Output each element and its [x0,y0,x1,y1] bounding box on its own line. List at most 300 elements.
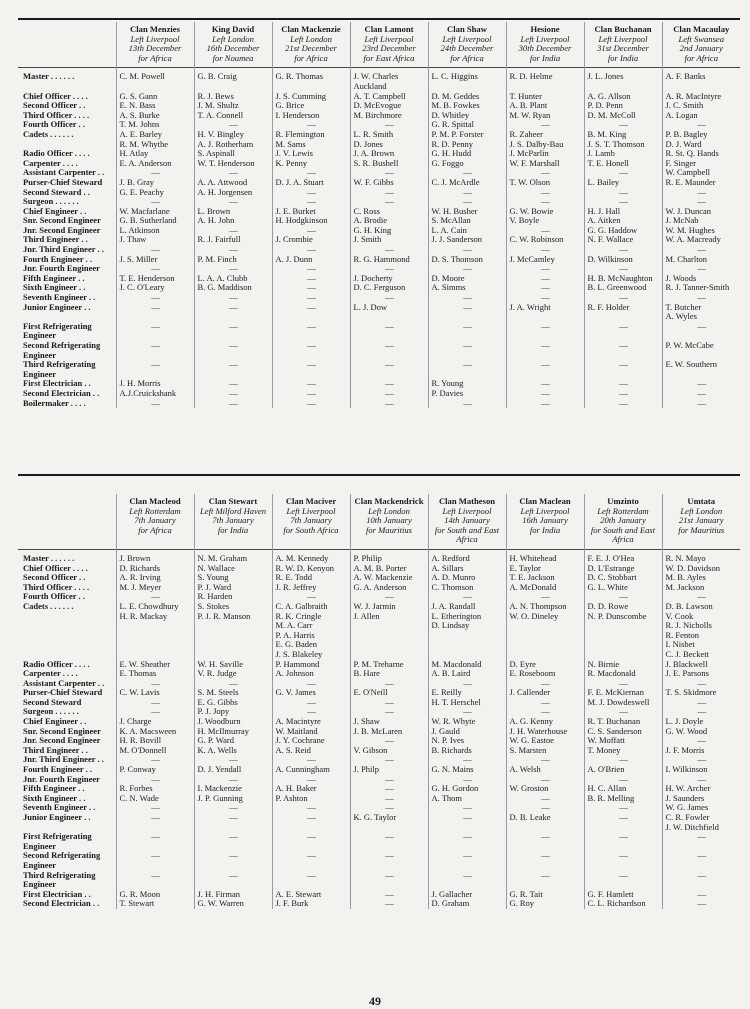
crew-name-cell [350,775,428,785]
crew-name-cell [350,679,428,689]
empty-dash: — [385,245,394,255]
crew-name-cell [116,803,194,813]
ship-name: Hesione [530,24,560,34]
empty-dash: — [619,774,628,784]
empty-dash: — [151,851,160,861]
empty-dash: — [541,120,550,130]
crew-row [18,717,740,727]
empty-dash: — [541,388,550,398]
crew-name-cell: S. McAllan [428,216,506,226]
crew-name-cell: G. N. Mains [428,765,506,775]
rank-label: First Electrician . . [23,379,91,389]
crew-name-cell [428,832,506,851]
crew-name-cell [662,293,740,303]
crew-name-cell [272,379,350,389]
empty-dash: — [229,870,238,880]
rank-label: Second Officer . . [23,101,86,111]
crew-name-cell: B. M. King J. S. T. Thomson [584,130,662,149]
crew-name-cell [584,293,662,303]
crew-name-cell: C. S. Sanderson [584,727,662,737]
crew-name-cell: J. A. Wright [506,303,584,322]
empty-dash: — [463,197,472,207]
crew-name-cell: D. Richards [116,564,194,574]
crew-name-cell: B. R. Melling [584,794,662,804]
crew-name-cell: D. L'Estrange [584,564,662,574]
crew-name-cell [662,399,740,409]
crew-name-cell: R. T. Buchanan [584,717,662,727]
crew-name-cell: L. A. A. Clubb [194,274,272,284]
empty-dash: — [151,398,160,408]
crew-name-cell [116,851,194,870]
crew-name-cell: I. Henderson [272,111,350,121]
crew-name-cell: G. A. Anderson [350,583,428,593]
crew-name-cell: S. Marsten [506,746,584,756]
rank-label: Third Refrigerating Engineer [23,870,96,890]
crew-row [18,235,740,245]
crew-name-cell: E. O'Neill [350,688,428,698]
crew-name-cell: G. Foggo [428,159,506,169]
crew-name-cell [350,245,428,255]
rank-label: Jnr. Third Engineer . . [23,245,104,255]
empty-dash: — [385,832,394,842]
crew-name-cell [662,197,740,207]
ship-header [506,494,584,549]
crew-row [18,564,740,574]
crew-name-cell: B. Hare [350,669,428,679]
empty-dash: — [385,360,394,370]
crew-row [18,159,740,169]
crew-name-cell [428,707,506,717]
crew-name-cell: G. L. White [584,583,662,593]
crew-name-cell: A. H. John [194,216,272,226]
crew-name-cell: D. Whitley [428,111,506,121]
empty-dash: — [697,774,706,784]
crew-name-cell: J. H. Waterhouse [506,727,584,737]
crew-name-cell [194,832,272,851]
crew-row [18,707,740,717]
ship-departure-date: 13th December [128,43,182,54]
crew-name-cell: W. J. Duncan [662,207,740,217]
crew-name-cell: R. Forbes [116,784,194,794]
crew-name-cell [350,264,428,274]
empty-dash: — [385,870,394,880]
crew-name-cell: J. Saunders [662,794,740,804]
crew-name-cell [506,341,584,360]
empty-dash: — [151,813,160,822]
crew-name-cell: M. O'Donnell [116,746,194,756]
crew-name-cell: J. B. McLaren [350,727,428,737]
empty-dash: — [619,832,628,842]
crew-name-cell: D. B. Lawson V. Cook R. J. Nicholls R. Fenton I. Nisbet C. J. Beckett [662,602,740,660]
crew-name-cell [350,755,428,765]
rank-label: Junior Engineer . . [23,302,91,312]
empty-dash: — [541,707,550,717]
ship-name: Umzinto [607,496,639,506]
crew-name-cell [116,399,194,409]
crew-name-cell [506,707,584,717]
crew-name-cell: N. P. Ives [428,736,506,746]
empty-dash: — [697,264,706,274]
empty-dash: — [541,592,550,602]
crew-name-cell: G. P. Ward [194,736,272,746]
crew-row [18,746,740,756]
empty-dash: — [229,197,238,207]
crew-name-cell: H. Hodgkinson [272,216,350,226]
crew-table-1 [18,22,740,408]
ship-header [584,494,662,549]
crew-name-cell [350,899,428,909]
crew-name-cell [584,188,662,198]
empty-dash: — [151,321,160,331]
empty-dash: — [541,398,550,408]
crew-name-cell: W. J. Jarmin J. Allen [350,602,428,660]
crew-name-cell: J. H. Firman [194,890,272,900]
empty-dash: — [229,245,238,255]
crew-row [18,178,740,188]
rank-label: Third Engineer . . [23,745,88,755]
crew-name-cell: D. Moore [428,274,506,284]
rank-label: Chief Officer . . . . [23,91,88,101]
crew-name-cell [116,679,194,689]
crew-name-cell: J. F. Burk [272,899,350,909]
empty-dash: — [151,678,160,688]
rank-label: Surgeon . . . . . . [23,197,79,207]
crew-name-cell [584,803,662,813]
empty-dash: — [463,832,472,842]
crew-name-cell: L. Brown [194,207,272,217]
crew-row [18,360,740,379]
crew-name-cell: J. Lamb [584,149,662,159]
crew-name-cell: C. W. Lavis [116,688,194,698]
crew-name-cell [506,755,584,765]
crew-name-cell: E. N. Bass [116,101,194,111]
crew-name-cell [116,698,194,708]
crew-name-cell [272,399,350,409]
crew-name-cell [194,264,272,274]
ship-header [194,22,272,68]
crew-name-cell [194,341,272,360]
crew-name-cell [506,871,584,890]
crew-name-cell: T. Money [584,746,662,756]
crew-name-cell [272,755,350,765]
crew-name-cell [350,341,428,360]
crew-name-cell [662,698,740,708]
ship-departure-port: Left Liverpool [364,33,414,44]
rank-label: Fourth Engineer . . [23,254,93,264]
crew-name-cell [116,322,194,341]
crew-row [18,583,740,593]
empty-dash: — [541,264,550,274]
crew-name-cell [194,197,272,207]
crew-row [18,775,740,785]
crew-name-cell [350,197,428,207]
crew-name-cell: K. A. Macsween [116,727,194,737]
crew-name-cell: J. Gauld [428,727,506,737]
crew-name-cell: J. E. Parsons [662,669,740,679]
crew-name-cell [662,322,740,341]
crew-name-cell [506,389,584,399]
crew-name-cell: J. R. Jeffrey [272,583,350,593]
empty-dash: — [307,870,316,880]
rank-label: Second Steward [23,697,82,707]
rank-label: Purser-Chief Steward [23,177,103,187]
crew-name-cell: A. H. Jorgensen [194,188,272,198]
crew-name-cell: J. V. Lewis [272,149,350,159]
empty-dash: — [385,341,394,350]
empty-dash: — [385,678,394,688]
crew-name-cell [272,360,350,379]
ship-name: Umtata [687,496,716,506]
crew-name-cell [662,775,740,785]
crew-name-cell: A. F. Banks [662,68,740,92]
crew-name-cell: A. A. Attwood [194,178,272,188]
ship-departure-port: Left London [290,33,332,44]
empty-dash: — [307,678,316,688]
crew-name-cell [350,890,428,900]
crew-name-cell: A. W. Mackenzie [350,573,428,583]
crew-name-cell [194,399,272,409]
crew-name-cell: T. Stewart [116,899,194,909]
rank-label: Second Steward . . [23,187,90,197]
crew-name-cell: L. A. Cain [428,226,506,236]
crew-name-cell [428,679,506,689]
empty-dash: — [151,197,160,207]
crew-row [18,245,740,255]
crew-name-cell [272,707,350,717]
crew-name-cell: N. Wallace [194,564,272,574]
crew-name-cell [428,592,506,602]
crew-row [18,341,740,360]
empty-dash: — [541,774,550,784]
crew-name-cell [584,679,662,689]
crew-name-cell [428,399,506,409]
empty-dash: — [307,755,316,765]
crew-name-cell [350,803,428,813]
crew-name-cell: T. A. Connell [194,111,272,121]
crew-name-cell: M. Birchmore [350,111,428,121]
empty-dash: — [541,168,550,178]
ship-departure-date: 20th January [600,515,646,526]
crew-name-cell [506,360,584,379]
empty-dash: — [229,678,238,688]
empty-dash: — [229,813,238,822]
empty-dash: — [697,592,706,602]
empty-dash: — [307,168,316,178]
empty-dash: — [229,851,238,861]
empty-dash: — [463,293,472,303]
crew-name-cell [662,120,740,130]
crew-name-cell: T. M. Johns [116,120,194,130]
empty-dash: — [151,341,160,350]
crew-name-cell: A. M. B. Porter [350,564,428,574]
empty-dash: — [307,398,316,408]
crew-name-cell [194,245,272,255]
crew-name-cell: J. W. Charles Auckland [350,68,428,92]
crew-row [18,130,740,149]
empty-dash: — [619,120,628,130]
crew-name-cell [506,775,584,785]
crew-row [18,813,740,832]
empty-dash: — [541,360,550,370]
crew-name-cell: D. S. Thomson [428,255,506,265]
crew-name-cell [662,851,740,870]
crew-name-cell: A. Aitken [584,216,662,226]
empty-dash: — [307,321,316,331]
ship-destination: for Africa [138,524,172,535]
rank-label: Second Refrigerating Engineer [23,851,101,870]
ship-header [116,494,194,549]
crew-row [18,755,740,765]
empty-dash: — [541,851,550,861]
crew-name-cell [194,803,272,813]
ship-header [350,494,428,549]
crew-name-cell: D. Wilkinson [584,255,662,265]
empty-dash: — [229,341,238,350]
crew-name-cell: W. G. James [662,803,740,813]
crew-name-cell [428,264,506,274]
empty-dash: — [697,899,706,909]
crew-name-cell [350,399,428,409]
empty-dash: — [697,321,706,331]
crew-name-cell: L. R. Smith D. Jones [350,130,428,149]
empty-dash: — [229,388,238,398]
ship-departure-port: Left Liverpool [130,33,180,44]
crew-row [18,727,740,737]
empty-dash: — [385,187,394,197]
crew-name-cell [272,592,350,602]
crew-name-cell [506,832,584,851]
rank-label: Radio Officer . . . . [23,659,90,669]
crew-name-cell: F. E. J. O'Hea [584,549,662,563]
ship-header-row [18,22,740,68]
crew-name-cell: A. Brodie [350,216,428,226]
crew-name-cell [506,226,584,236]
crew-name-cell [428,322,506,341]
crew-row [18,784,740,794]
empty-dash: — [541,678,550,688]
empty-dash: — [385,851,394,861]
empty-dash: — [229,120,238,130]
ship-departure-date: 2nd January [679,43,723,54]
crew-name-cell: W. G. Eastoe [506,736,584,746]
ship-departure-port: Left Liverpool [442,33,492,44]
ship-departure-port: Left Liverpool [442,505,492,516]
crew-name-cell [116,832,194,851]
empty-dash: — [229,293,238,303]
rank-label: First Refrigerating Engineer [23,321,92,341]
empty-dash: — [307,592,316,602]
rank-label: Sixth Engineer . . [23,283,86,293]
crew-name-cell [506,679,584,689]
crew-name-cell: P. J. Ward [194,583,272,593]
empty-dash: — [697,293,706,303]
rank-label: Seventh Engineer . . [23,293,96,303]
empty-dash: — [385,197,394,207]
crew-name-cell: P. W. McCabe [662,341,740,360]
ship-header [662,22,740,68]
crew-name-cell [584,197,662,207]
crew-name-cell [350,360,428,379]
crew-name-cell [428,775,506,785]
crew-name-cell: C. L. Richardson [584,899,662,909]
rank-label: Chief Engineer . . [23,206,87,216]
empty-dash: — [229,302,238,312]
empty-dash: — [697,379,706,389]
crew-name-cell: E. Thomas [116,669,194,679]
empty-dash: — [697,245,706,255]
empty-dash: — [619,755,628,765]
empty-dash: — [463,592,472,602]
crew-name-cell [428,293,506,303]
crew-name-cell: A. Simms [428,283,506,293]
empty-dash: — [697,832,706,842]
crew-row [18,803,740,813]
empty-dash: — [385,388,394,398]
crew-name-cell [272,813,350,832]
crew-name-cell: P. Hammond [272,660,350,670]
empty-dash: — [541,225,550,235]
empty-dash: — [385,697,394,707]
crew-name-cell: J. S. Miller [116,255,194,265]
rank-label: Boilermaker . . . . [23,398,86,408]
empty-dash: — [229,832,238,842]
crew-name-cell: G. Brice [272,101,350,111]
crew-name-cell: G. W. Bowie [506,207,584,217]
crew-name-cell [662,871,740,890]
empty-dash: — [463,707,472,717]
ship-destination: for South Africa [283,524,339,535]
crew-name-cell: A. McDonald [506,583,584,593]
crew-name-cell [272,274,350,284]
ship-departure-date: 7th January [290,515,332,526]
crew-name-cell: J. S. Cumming [272,92,350,102]
crew-name-cell [116,341,194,360]
crew-name-cell [584,120,662,130]
crew-name-cell [350,832,428,851]
empty-dash: — [307,225,316,235]
crew-name-cell [428,851,506,870]
crew-row [18,293,740,303]
crew-name-cell: A. H. Baker [272,784,350,794]
crew-name-cell: K. A. Wells [194,746,272,756]
section-divider-rule [18,474,740,476]
ship-destination: for India [217,524,249,535]
crew-name-cell: W. H. Saville [194,660,272,670]
empty-dash: — [229,168,238,178]
crew-name-cell: P. M. P. Forster R. D. Penny [428,130,506,149]
crew-name-cell: J. H. Morris [116,379,194,389]
rank-label: Snr. Second Engineer [23,216,101,226]
ship-name: Clan Mackenzie [281,24,341,34]
ship-header [428,22,506,68]
crew-name-cell [662,899,740,909]
empty-dash: — [151,293,160,303]
crew-name-cell: L. E. Chowdhury H. R. Mackay [116,602,194,660]
ship-departure-date: 14th January [444,515,490,526]
crew-name-cell [272,168,350,178]
empty-dash: — [229,774,238,784]
crew-name-cell: W. Groston [506,784,584,794]
crew-name-cell: B. L. Greenwood [584,283,662,293]
crew-name-cell: J. A. Brown [350,149,428,159]
crew-name-cell: J. Y. Cochrane [272,736,350,746]
crew-name-cell [428,871,506,890]
empty-dash: — [697,398,706,408]
ship-departure-port: Left Liverpool [598,33,648,44]
crew-name-cell: A. Johnson [272,669,350,679]
empty-dash: — [463,187,472,197]
crew-name-cell [350,736,428,746]
